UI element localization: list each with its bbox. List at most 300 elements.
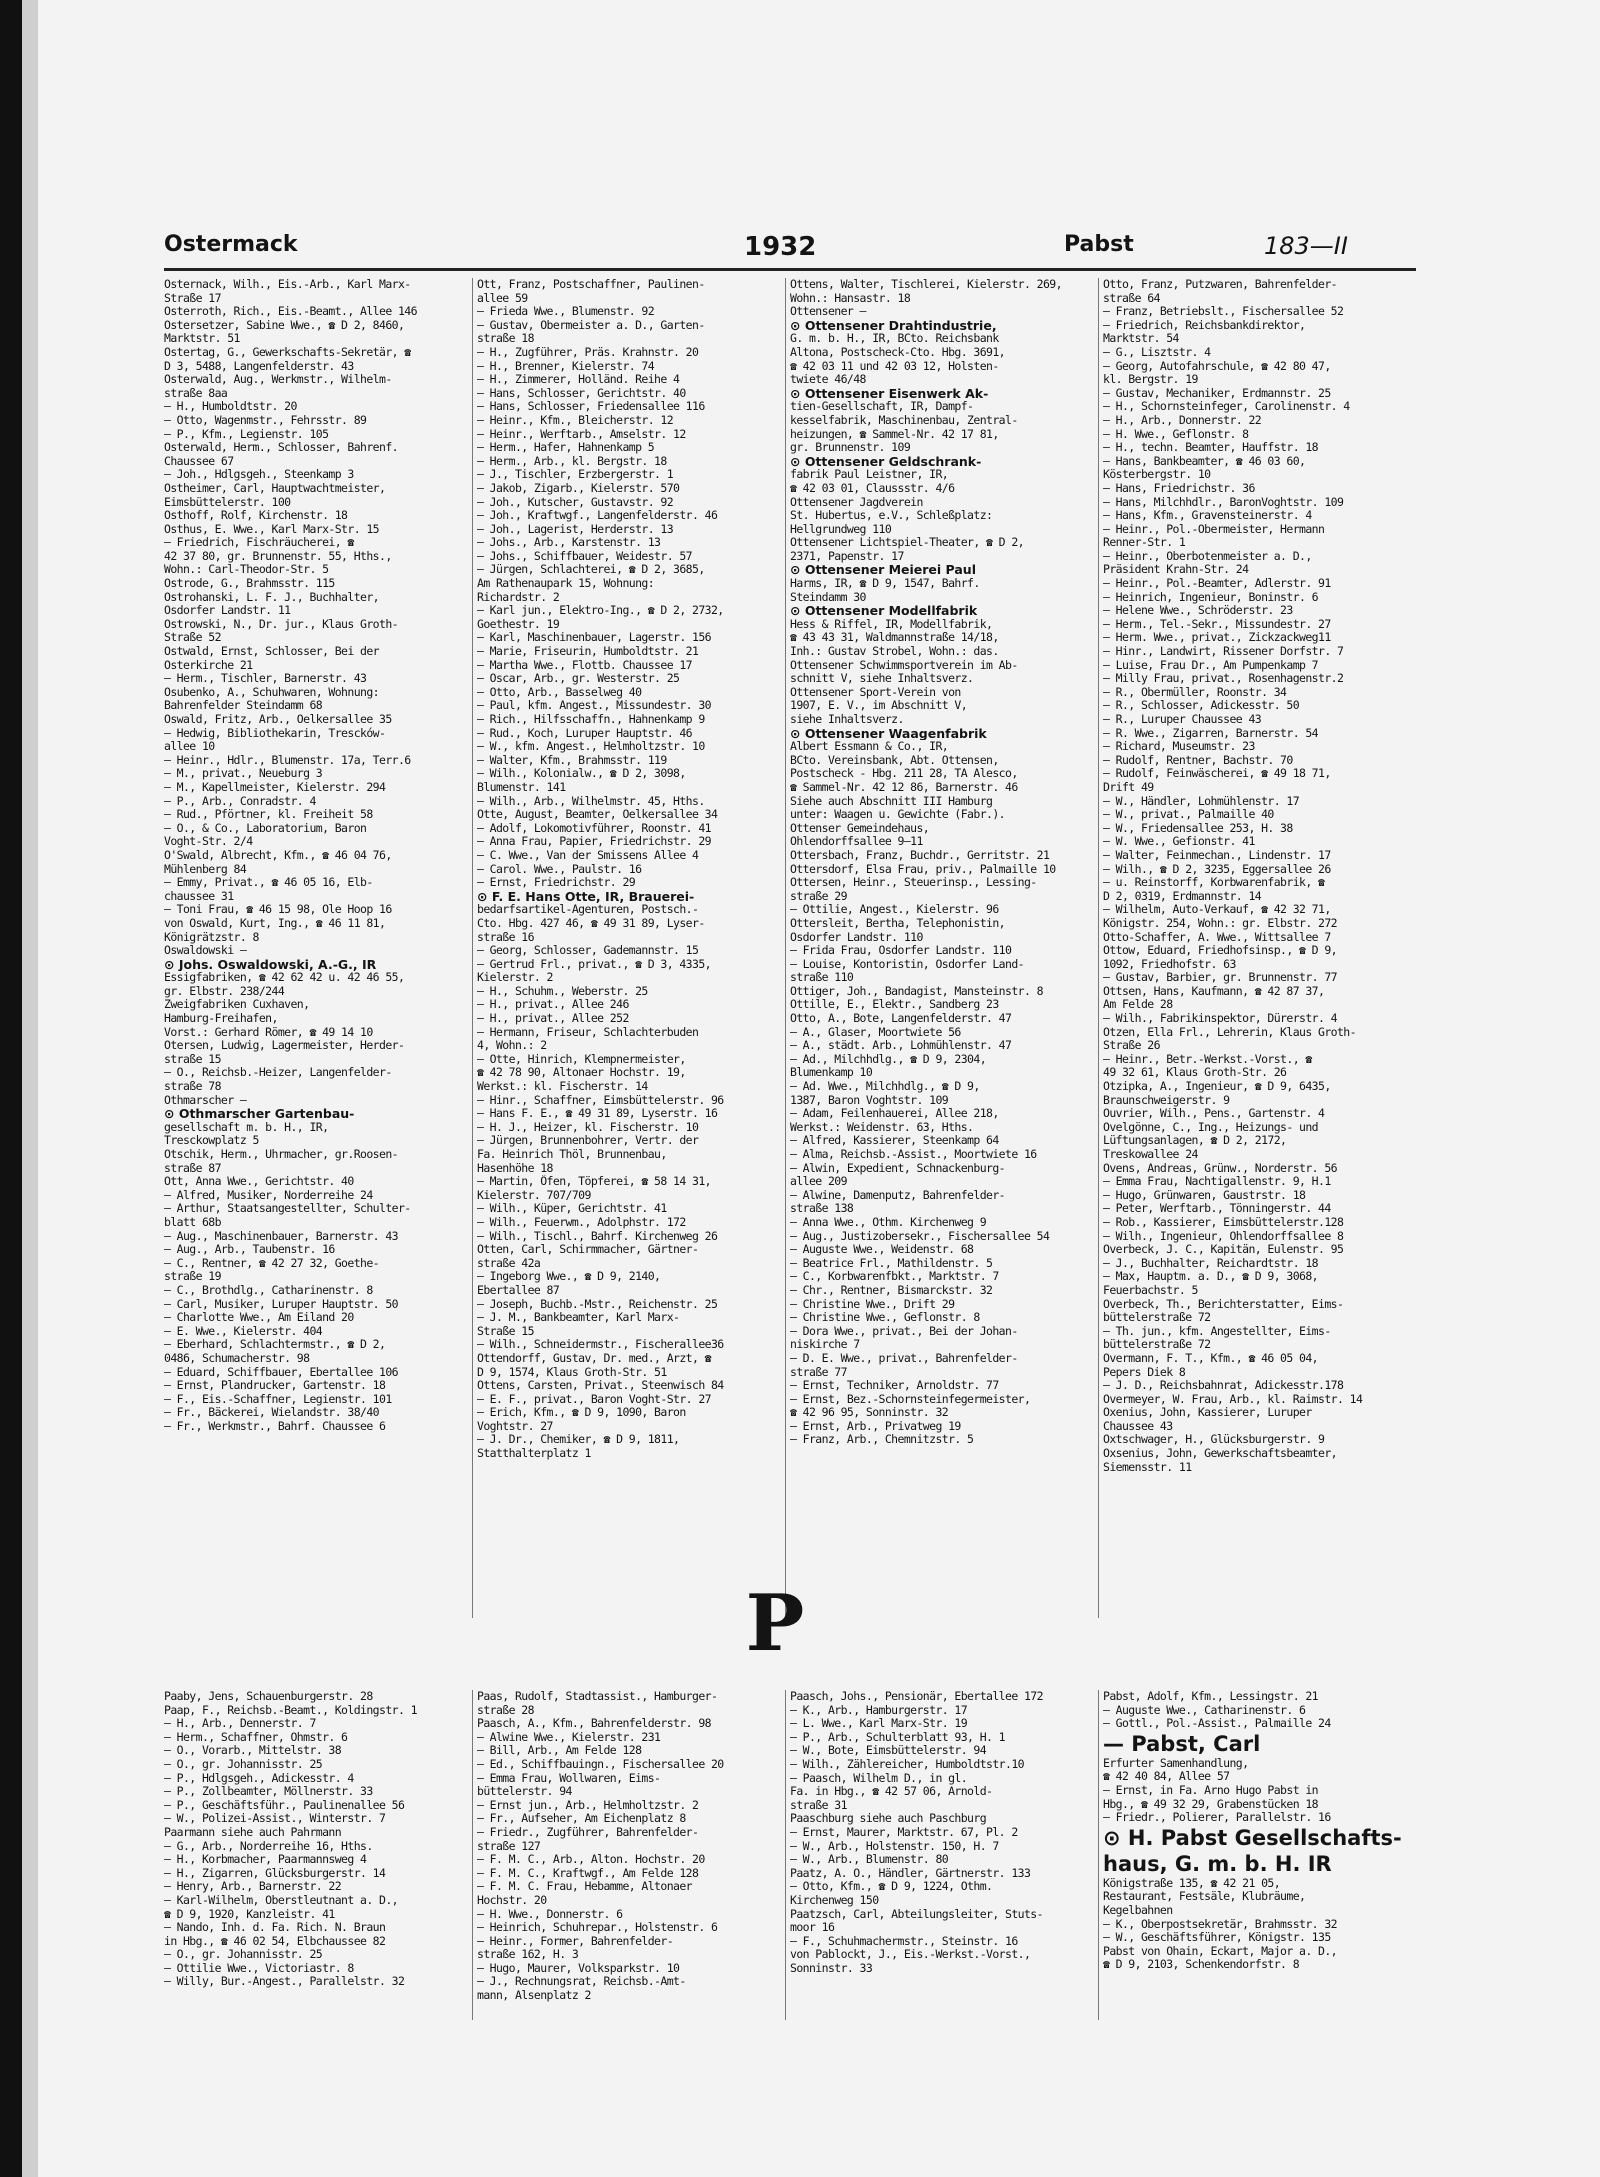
directory-entry-line: mann, Alsenplatz 2 — [477, 1989, 591, 2003]
directory-entry-line: Osterroth, Rich., Eis.-Beamt., Allee 146 — [164, 305, 417, 319]
directory-entry-line: — J., Tischler, Erzbergerstr. 1 — [477, 468, 674, 482]
directory-entry-line: — Fr., Werkmstr., Bahrf. Chaussee 6 — [164, 1419, 386, 1433]
directory-entry-line: allee 59 — [477, 291, 528, 305]
directory-entry-line: straße 162, H. 3 — [477, 1948, 579, 1962]
directory-entry-line: — H., Zigarren, Glücksburgerstr. 14 — [164, 1866, 386, 1880]
directory-entry-line: — Aug., Justizobersekr., Fischersallee 54 — [790, 1229, 1050, 1243]
directory-entry-line: — Rich., Hilfsschaffn., Hahnenkamp 9 — [477, 713, 705, 726]
directory-entry-line: — Wilh., Feuerwm., Adolphstr. 172 — [477, 1215, 686, 1229]
directory-entry-line: büttelerstraße 72 — [1103, 1338, 1211, 1352]
directory-entry-line: Am Rathenaupark 15, Wohnung: — [477, 577, 655, 591]
directory-entry-line: — Franz, Arb., Chemnitzstr. 5 — [790, 1433, 974, 1447]
header-left-keyword: Ostermack — [164, 232, 298, 257]
directory-entry-line: — Otto, Wagenmstr., Fehrsstr. 89 — [164, 413, 367, 427]
directory-entry-line: — E. Wwe., Kielerstr. 404 — [164, 1324, 323, 1338]
directory-entry-line: — Aug., Arb., Taubenstr. 16 — [164, 1243, 335, 1257]
directory-entry-line: — Hans, Milchhdlr., BaronVoghtstr. 109 — [1103, 495, 1344, 509]
directory-entry-line: — Alwine, Damenputz, Bahrenfelder- — [790, 1188, 1006, 1202]
directory-entry-line: Oswald, Fritz, Arb., Oelkersallee 35 — [164, 713, 392, 726]
directory-entry-line: — O., & Co., Laboratorium, Baron — [164, 821, 367, 835]
directory-entry-line: — Friedrich, Reichsbankdirektor, — [1103, 318, 1306, 332]
directory-entry-line: straße 78 — [164, 1080, 221, 1094]
directory-entry-line: ⊙ Ottensener Eisenwerk Ak- — [790, 386, 989, 401]
directory-entry-line: gr. Elbstr. 238/244 — [164, 984, 285, 998]
directory-entry-line: ⊙ Ottensener Drahtindustrie, — [790, 318, 997, 333]
directory-entry-line: Ottensener Lichtspiel-Theater, ☎ D 2, — [790, 536, 1024, 550]
directory-entry-line: Am Felde 28 — [1103, 998, 1173, 1012]
directory-entry-line: allee 209 — [790, 1175, 847, 1189]
directory-entry-line: — Wilh., ☎ D 2, 3235, Eggersallee 26 — [1103, 862, 1331, 876]
directory-entry-line: — u. Reinstorff, Korbwarenfabrik, ☎ — [1103, 876, 1325, 890]
directory-entry-line: — Arthur, Staatsangestellter, Schulter- — [164, 1202, 411, 1216]
directory-entry-line: — Hugo, Maurer, Volksparkstr. 10 — [477, 1961, 680, 1975]
directory-entry-line: — W., Bote, Eimsbüttelerstr. 94 — [790, 1744, 987, 1758]
directory-entry-line: Postscheck - Hbg. 211 28, TA Alesco, — [790, 767, 1018, 781]
directory-entry-line: ☎ 43 43 31, Waldmannstraße 14/18, — [790, 631, 999, 645]
p-column-4 — [1103, 1690, 1405, 1972]
directory-entry-line: — Heinrich, Schuhrepar., Holstenstr. 6 — [477, 1921, 718, 1935]
directory-entry-line: — F. M. C., Kraftwgf., Am Felde 128 — [477, 1866, 699, 1880]
directory-entry-line: ☎ 42 03 01, Claussstr. 4/6 — [790, 481, 955, 495]
directory-entry-line: — Hans F. E., ☎ 49 31 89, Lyserstr. 16 — [477, 1107, 718, 1121]
directory-entry-line: — Rud., Pförtner, kl. Freiheit 58 — [164, 808, 373, 822]
directory-entry-line: — Ingeborg Wwe., ☎ D 9, 2140, — [477, 1270, 661, 1284]
directory-entry-line: — D. E. Wwe., privat., Bahrenfelder- — [790, 1351, 1018, 1365]
directory-entry-line: — W., Polizei-Assist., Winterstr. 7 — [164, 1812, 386, 1826]
directory-entry-line: — H., Schuhm., Weberstr. 25 — [477, 984, 648, 998]
directory-entry-line: — Wilh., Zählereicher, Humboldtstr.10 — [790, 1757, 1024, 1771]
directory-entry-line: — A., Glaser, Moortwiete 56 — [790, 1025, 961, 1039]
directory-entry-line: Paatz, A. O., Händler, Gärtnerstr. 133 — [790, 1866, 1031, 1880]
directory-entry-line: — P., Zollbeamter, Möllnerstr. 33 — [164, 1785, 373, 1799]
directory-entry-line: — Alfred, Kassierer, Steenkamp 64 — [790, 1134, 999, 1148]
directory-entry-line: ⊙ F. E. Hans Otte, IR, Brauerei- — [477, 889, 695, 904]
column-divider — [472, 1690, 473, 2020]
directory-entry-line: Ottensener Schwimmsportverein im Ab- — [790, 658, 1018, 672]
directory-entry-line: Werkst.: kl. Fischerstr. 14 — [477, 1080, 648, 1094]
directory-entry-line: Straße 15 — [477, 1324, 534, 1338]
directory-entry-line: — Emmy, Privat., ☎ 46 05 16, Elb- — [164, 876, 373, 890]
directory-entry-line: straße 16 — [477, 930, 534, 944]
directory-entry-line: Hellgrundweg 110 — [790, 522, 892, 536]
directory-entry-line: — Ernst, Techniker, Arnoldstr. 77 — [790, 1379, 999, 1393]
directory-entry-line: — H., privat., Allee 246 — [477, 998, 629, 1012]
directory-entry-line: — Adolf, Lokomotivführer, Roonstr. 41 — [477, 821, 711, 835]
directory-entry-line: Ottersleit, Bertha, Telephonistin, — [790, 916, 1006, 930]
directory-entry-line: Fa. Heinrich Thöl, Brunnenbau, — [477, 1148, 667, 1161]
directory-entry-line: — Heinr., Werftarb., Amselstr. 12 — [477, 427, 686, 441]
directory-entry-line: — Hermann, Friseur, Schlachterbuden — [477, 1025, 699, 1039]
directory-entry-line: — Otto, Kfm., ☎ D 9, 1224, Othm. — [790, 1880, 993, 1894]
directory-entry-line: Ottersbach, Franz, Buchdr., Gerritstr. 21 — [790, 848, 1050, 862]
directory-entry-line: kl. Bergstr. 19 — [1103, 373, 1198, 387]
directory-entry-line: — C. Wwe., Van der Smissens Allee 4 — [477, 848, 699, 862]
directory-entry-line: — Paul, kfm. Angest., Missundestr. 30 — [477, 699, 711, 713]
directory-entry-line: — Heinr., Oberbotenmeister a. D., — [1103, 549, 1312, 563]
directory-entry-line: Ottensener Sport-Verein von — [790, 685, 961, 699]
directory-entry-line: Ottow, Eduard, Friedhofsinsp., ☎ D 9, — [1103, 944, 1337, 958]
directory-entry-line: Braunschweigerstr. 9 — [1103, 1093, 1230, 1107]
directory-entry-line: — Gottl., Pol.-Assist., Palmaille 24 — [1103, 1717, 1331, 1731]
directory-entry-line: niskirche 7 — [790, 1338, 860, 1352]
directory-entry-line: — Wilh., Tischl., Bahrf. Kirchenweg 26 — [477, 1229, 718, 1243]
directory-entry-line: — Gustav, Mechaniker, Erdmannstr. 25 — [1103, 386, 1331, 400]
directory-entry-line: — Carl, Musiker, Luruper Hauptstr. 50 — [164, 1297, 398, 1311]
directory-entry-line: Othmarscher — — [164, 1093, 247, 1107]
directory-entry-line: kesselfabrik, Maschinenbau, Zentral- — [790, 413, 1018, 427]
directory-entry-line: — Anna Wwe., Othm. Kirchenweg 9 — [790, 1215, 987, 1229]
directory-entry-line: — Wilh., Küper, Gerichtstr. 41 — [477, 1202, 667, 1216]
directory-entry-line: — W. Wwe., Gefionstr. 41 — [1103, 835, 1255, 849]
directory-entry-line: Ott, Franz, Postschaffner, Paulinen- — [477, 278, 705, 291]
directory-entry-line: — Carol. Wwe., Paulstr. 16 — [477, 862, 642, 876]
directory-entry-line: Lüftungsanlagen, ☎ D 2, 2172, — [1103, 1134, 1287, 1148]
directory-entry-line: — Georg, Schlosser, Gademannstr. 15 — [477, 944, 699, 958]
directory-entry-line: Hochstr. 20 — [477, 1893, 547, 1907]
p-section-columns — [164, 1690, 1416, 2020]
directory-entry-line: Erfurter Samenhandlung, — [1103, 1756, 1249, 1770]
directory-entry-line: Otto, Franz, Putzwaren, Bahrenfelder- — [1103, 278, 1337, 291]
directory-entry-line: Osternack, Wilh., Eis.-Arb., Karl Marx- — [164, 278, 411, 291]
directory-entry-line: Altona, Postscheck-Cto. Hbg. 3691, — [790, 345, 1006, 359]
directory-entry-line: ⊙ H. Pabst Gesellschafts- — [1103, 1825, 1402, 1850]
directory-entry-line: — H., Zimmerer, Holländ. Reihe 4 — [477, 373, 680, 387]
directory-entry-line: — W., privat., Palmaille 40 — [1103, 808, 1274, 822]
directory-entry-line: — Paasch, Wilhelm D., in gl. — [790, 1771, 968, 1785]
page-number: 183—II — [1264, 232, 1348, 260]
directory-entry-line: Ostheimer, Carl, Hauptwachtmeister, — [164, 481, 386, 495]
directory-entry-line: 1387, Baron Voghtstr. 109 — [790, 1093, 949, 1107]
directory-entry-line: Paas, Rudolf, Stadtassist., Hamburger- — [477, 1690, 718, 1703]
directory-entry-line: Restaurant, Festsäle, Klubräume, — [1103, 1890, 1306, 1904]
directory-entry-line: St. Hubertus, e.V., Schleßplatz: — [790, 509, 993, 523]
directory-entry-line: tien-Gesellschaft, IR, Dampf- — [790, 400, 974, 414]
directory-entry-line: — Luise, Frau Dr., Am Pumpenkamp 7 — [1103, 658, 1319, 672]
binding-shadow — [22, 0, 38, 2177]
directory-entry-line: — H., techn. Beamter, Hauffstr. 18 — [1103, 441, 1319, 455]
directory-entry-line: Ostwald, Ernst, Schlosser, Bei der — [164, 645, 380, 659]
section-letter: P — [745, 1578, 805, 1669]
directory-entry-line: — Max, Hauptm. a. D., ☎ D 9, 3068, — [1103, 1270, 1319, 1284]
directory-entry-line: Oxsenius, John, Gewerkschaftsbeamter, — [1103, 1447, 1337, 1461]
directory-entry-line: — Dora Wwe., privat., Bei der Johan- — [790, 1324, 1018, 1338]
directory-entry-line: — Johs., Schiffbauer, Weidestr. 57 — [477, 549, 693, 563]
directory-entry-line: Paap, F., Reichsb.-Beamt., Koldingstr. 1 — [164, 1703, 417, 1717]
directory-entry-line: Ouvrier, Wilh., Pens., Gartenstr. 4 — [1103, 1107, 1325, 1121]
directory-entry-line: — H. Wwe., Geflonstr. 8 — [1103, 427, 1249, 441]
directory-entry-line: — Frida Frau, Osdorfer Landstr. 110 — [790, 944, 1012, 958]
directory-entry-line: Straße 26 — [1103, 1039, 1160, 1053]
directory-entry-line: — P., Arb., Schulterblatt 93, H. 1 — [790, 1730, 1006, 1744]
directory-entry-line: — E. F., privat., Baron Voght-Str. 27 — [477, 1392, 711, 1406]
directory-entry-line: straße 138 — [790, 1202, 854, 1216]
directory-entry-line: Ottille, E., Elektr., Sandberg 23 — [790, 998, 999, 1012]
directory-entry-line: — Wilh., Fabrikinspektor, Dürerstr. 4 — [1103, 1012, 1337, 1026]
directory-entry-line: — Wilh., Arb., Wilhelmstr. 45, Hths. — [477, 794, 705, 808]
directory-entry-line: — Hedwig, Bibliothekarin, Trescków- — [164, 726, 386, 740]
directory-entry-line: Ott, Anna Wwe., Gerichtstr. 40 — [164, 1175, 354, 1189]
directory-entry-line: straße 15 — [164, 1052, 221, 1066]
directory-entry-line: 0486, Schumacherstr. 98 — [164, 1351, 310, 1365]
directory-entry-line: — Herm., Schaffner, Ohmstr. 6 — [164, 1730, 348, 1744]
directory-entry-line: G. m. b. H., IR, BCto. Reichsbank — [790, 332, 999, 346]
directory-entry-line: Harms, IR, ☎ D 9, 1547, Bahrf. — [790, 577, 980, 591]
directory-entry-line: straße 8aa — [164, 386, 228, 400]
directory-entry-line: siehe Inhaltsverz. — [790, 713, 904, 726]
directory-entry-line: — Georg, Autofahrschule, ☎ 42 80 47, — [1103, 359, 1331, 373]
directory-entry-line: Pepers Diek 8 — [1103, 1365, 1186, 1379]
column-4 — [1103, 278, 1405, 1474]
directory-entry-line: — H. J., Heizer, kl. Fischerstr. 10 — [477, 1120, 699, 1134]
directory-entry-line: Osterkirche 21 — [164, 658, 253, 672]
directory-entry-line: — Herm., Tel.-Sekr., Missundestr. 27 — [1103, 617, 1331, 631]
directory-entry-line: Osthoff, Rolf, Kirchenstr. 18 — [164, 509, 348, 523]
directory-entry-line: Kielerstr. 707/709 — [477, 1188, 591, 1202]
directory-entry-line: — O., gr. Johannisstr. 25 — [164, 1948, 323, 1962]
directory-entry-line: Zweigfabriken Cuxhaven, — [164, 998, 310, 1012]
directory-entry-line: — J. D., Reichsbahnrat, Adickesstr.178 — [1103, 1379, 1344, 1393]
directory-entry-line: Wohn.: Hansastr. 18 — [790, 291, 911, 305]
directory-entry-line: D 9, 1574, Klaus Groth-Str. 51 — [477, 1365, 667, 1379]
directory-entry-line: straße 64 — [1103, 291, 1160, 305]
directory-entry-line: Otzipka, A., Ingenieur, ☎ D 9, 6435, — [1103, 1080, 1331, 1094]
directory-entry-line: Tresckowplatz 5 — [164, 1134, 259, 1148]
directory-entry-line: Otzen, Ella Frl., Lehrerin, Klaus Groth- — [1103, 1025, 1356, 1039]
directory-entry-line: — L. Wwe., Karl Marx-Str. 19 — [790, 1717, 968, 1731]
directory-entry-line: — Th. jun., kfm. Angestellter, Eims- — [1103, 1324, 1331, 1338]
directory-entry-line: — Peter, Werftarb., Tönningerstr. 44 — [1103, 1202, 1331, 1216]
directory-entry-line: Ostertag, G., Gewerkschafts-Sekretär, ☎ — [164, 345, 411, 359]
directory-entry-line: — Johs., Arb., Karstenstr. 13 — [477, 536, 661, 550]
directory-entry-line: — P., Geschäftsführ., Paulinenallee 56 — [164, 1798, 405, 1812]
directory-entry-line: — Richard, Museumstr. 23 — [1103, 740, 1255, 754]
directory-entry-line: — F., Schuhmachermstr., Steinstr. 16 — [790, 1934, 1018, 1948]
directory-entry-line: Siehe auch Abschnitt III Hamburg — [790, 794, 993, 808]
p-column-1 — [164, 1690, 466, 1989]
column-1 — [164, 278, 466, 1433]
directory-entry-line: Ottendorff, Gustav, Dr. med., Arzt, ☎ — [477, 1351, 711, 1365]
directory-entry-line: — Pabst, Carl — [1103, 1731, 1261, 1756]
directory-entry-line: Mühlenberg 84 — [164, 862, 247, 876]
directory-entry-line: Siemensstr. 11 — [1103, 1460, 1192, 1474]
header-rule — [164, 268, 1416, 271]
directory-entry-line: — Anna Frau, Papier, Friedrichstr. 29 — [477, 835, 711, 849]
binding-edge — [0, 0, 22, 2177]
column-divider — [1098, 1690, 1099, 2020]
directory-entry-line: — Chr., Rentner, Bismarckstr. 32 — [790, 1283, 993, 1297]
directory-entry-line: gr. Brunnenstr. 109 — [790, 441, 911, 455]
directory-entry-line: Overbeck, J. C., Kapitän, Eulenstr. 95 — [1103, 1243, 1344, 1257]
directory-entry-line: — M., Kapellmeister, Kielerstr. 294 — [164, 780, 386, 794]
directory-entry-line: — Toni Frau, ☎ 46 15 98, Ole Hoop 16 — [164, 903, 392, 917]
directory-entry-line: straße 18 — [477, 332, 534, 346]
directory-entry-line: — H., Brenner, Kielerstr. 74 — [477, 359, 655, 373]
directory-entry-line: — Heinr., Hdlr., Blumenstr. 17a, Terr.6 — [164, 753, 411, 767]
directory-entry-line: — Jürgen, Brunnenbohrer, Vertr. der — [477, 1134, 699, 1148]
directory-entry-line: heizungen, ☎ Sammel-Nr. 42 17 81, — [790, 427, 999, 441]
directory-entry-line: 42 37 80, gr. Brunnenstr. 55, Hths., — [164, 549, 392, 563]
directory-entry-line: Chaussee 43 — [1103, 1419, 1173, 1433]
directory-entry-line: Inh.: Gustav Strobel, Wohn.: das. — [790, 645, 999, 659]
directory-entry-line: straße 19 — [164, 1270, 221, 1284]
directory-entry-line: blatt 68b — [164, 1215, 221, 1229]
directory-entry-line: Ovens, Andreas, Grünw., Norderstr. 56 — [1103, 1161, 1337, 1175]
directory-entry-line: — Auguste Wwe., Catharinenstr. 6 — [1103, 1703, 1306, 1717]
directory-entry-line: Ebertallee 87 — [477, 1283, 560, 1297]
directory-entry-line: 49 32 61, Klaus Groth-Str. 26 — [1103, 1066, 1287, 1080]
directory-entry-line: — Hans, Kfm., Gravensteinerstr. 4 — [1103, 509, 1312, 523]
directory-entry-line: — Martin, Öfen, Töpferei, ☎ 58 14 31, — [477, 1175, 711, 1189]
directory-entry-line: — Ernst, Maurer, Marktstr. 67, Pl. 2 — [790, 1825, 1018, 1839]
directory-entry-line: Pabst, Adolf, Kfm., Lessingstr. 21 — [1103, 1690, 1319, 1703]
directory-entry-line: — J. M., Bankbeamter, Karl Marx- — [477, 1311, 680, 1325]
directory-entry-line: — Beatrice Frl., Mathildenstr. 5 — [790, 1256, 993, 1270]
directory-entry-line: — P., Arb., Conradstr. 4 — [164, 794, 316, 808]
directory-entry-line: — M., privat., Neueburg 3 — [164, 767, 323, 781]
directory-entry-line: — W., Geschäftsführer, Königstr. 135 — [1103, 1931, 1331, 1945]
directory-entry-line: — Rudolf, Feinwäscherei, ☎ 49 18 71, — [1103, 767, 1331, 781]
directory-entry-line: Oxenius, John, Kassierer, Luruper — [1103, 1406, 1312, 1420]
directory-entry-line: — G., Arb., Norderreihe 16, Hths. — [164, 1839, 373, 1853]
directory-entry-line: — Friedr., Zugführer, Bahrenfelder- — [477, 1825, 699, 1839]
directory-entry-line: Steindamm 30 — [790, 590, 866, 604]
directory-entry-line: — Milly Frau, privat., Rosenhagenstr.2 — [1103, 672, 1344, 686]
directory-entry-line: ☎ D 9, 2103, Schenkendorfstr. 8 — [1103, 1958, 1300, 1972]
directory-entry-line: — Fr., Bäckerei, Wielandstr. 38/40 — [164, 1406, 380, 1420]
directory-entry-line: — Emma Frau, Nachtigallenstr. 9, H.1 — [1103, 1175, 1331, 1189]
directory-entry-line: Otten, Carl, Schirmmacher, Gärtner- — [477, 1243, 699, 1257]
directory-entry-line: — Erich, Kfm., ☎ D 9, 1090, Baron — [477, 1406, 686, 1420]
directory-entry-line: O'Swald, Albrecht, Kfm., ☎ 46 04 76, — [164, 848, 392, 862]
directory-entry-line: 4, Wohn.: 2 — [477, 1039, 547, 1053]
directory-entry-line: — Marie, Friseurin, Humboldtstr. 21 — [477, 645, 699, 659]
directory-entry-line: Statthalterplatz 1 — [477, 1447, 591, 1461]
directory-entry-line: Ottersen, Heinr., Steuerinsp., Lessing- — [790, 876, 1037, 890]
directory-entry-line: — Wilh., Schneidermstr., Fischerallee36 — [477, 1338, 724, 1352]
directory-entry-line: — C., Rentner, ☎ 42 27 32, Goethe- — [164, 1256, 380, 1270]
directory-entry-line: Ostrowski, N., Dr. jur., Klaus Groth- — [164, 617, 398, 631]
directory-entry-line: — F. M. C. Frau, Hebamme, Altonaer — [477, 1880, 693, 1894]
directory-entry-line: — Alwine Wwe., Kielerstr. 231 — [477, 1730, 661, 1744]
directory-entry-line: — H., Korbmacher, Paarmannsweg 4 — [164, 1853, 367, 1867]
directory-entry-line: — W., Friedensallee 253, H. 38 — [1103, 821, 1293, 835]
directory-entry-line: straße 127 — [477, 1839, 541, 1853]
directory-entry-line: — Bill, Arb., Am Felde 128 — [477, 1744, 642, 1758]
directory-entry-line: Werkst.: Weidenstr. 63, Hths. — [790, 1120, 974, 1134]
directory-entry-line: Königstr. 254, Wohn.: gr. Elbstr. 272 — [1103, 916, 1337, 930]
directory-entry-line: — O., Reichsb.-Heizer, Langenfelder- — [164, 1066, 392, 1080]
directory-entry-line: — Karl-Wilhelm, Oberstleutnant a. D., — [164, 1893, 398, 1907]
directory-entry-line: — Joh., Lagerist, Herderstr. 13 — [477, 522, 674, 536]
directory-entry-line: — R., Obermüller, Roonstr. 34 — [1103, 685, 1287, 699]
directory-entry-line: gesellschaft m. b. H., IR, — [164, 1120, 329, 1134]
directory-entry-line: — Franz, Betriebslt., Fischersallee 52 — [1103, 305, 1344, 319]
directory-entry-line: Blumenstr. 141 — [477, 780, 566, 794]
directory-entry-line: — Aug., Maschinenbauer, Barnerstr. 43 — [164, 1229, 398, 1243]
directory-entry-line: fabrik Paul Leistner, IR, — [790, 468, 949, 482]
directory-entry-line: — Gertrud Frl., privat., ☎ D 3, 4335, — [477, 957, 711, 971]
directory-entry-line: — Christine Wwe., Drift 29 — [790, 1297, 955, 1311]
directory-entry-line: — Friedr., Polierer, Parallelstr. 16 — [1103, 1811, 1331, 1825]
directory-entry-line: Straße 17 — [164, 291, 221, 305]
directory-entry-line: Ottersdorf, Elsa Frau, priv., Palmaille 10 — [790, 862, 1056, 876]
directory-entry-line: Fa. in Hbg., ☎ 42 57 06, Arnold- — [790, 1785, 993, 1799]
directory-entry-line: Königrätzstr. 8 — [164, 930, 259, 944]
directory-entry-line: Kegelbahnen — [1103, 1903, 1173, 1917]
directory-entry-line: — R., Luruper Chaussee 43 — [1103, 713, 1262, 726]
directory-entry-line: Treskowallee 24 — [1103, 1148, 1198, 1161]
directory-entry-line: — Oscar, Arb., gr. Westerstr. 25 — [477, 672, 680, 686]
directory-entry-line: — Heinr., Pol.-Beamter, Adlerstr. 91 — [1103, 577, 1331, 591]
directory-entry-line: twiete 46/48 — [790, 373, 866, 387]
directory-entry-line: Overbeck, Th., Berichterstatter, Eims- — [1103, 1297, 1344, 1311]
directory-entry-line: — Henry, Arb., Barnerstr. 22 — [164, 1880, 342, 1894]
directory-entry-line: ⊙ Johs. Oswaldowski, A.-G., IR — [164, 957, 377, 972]
directory-entry-line: Marktstr. 51 — [164, 332, 240, 346]
directory-entry-line: — Willy, Bur.-Angest., Parallelstr. 32 — [164, 1975, 405, 1989]
directory-entry-line: straße 77 — [790, 1365, 847, 1379]
directory-entry-line: Oxtschwager, H., Glücksburgerstr. 9 — [1103, 1433, 1325, 1447]
directory-entry-line: Albert Essmann & Co., IR, — [790, 740, 949, 754]
directory-entry-line: — H., Zugführer, Präs. Krahnstr. 20 — [477, 345, 699, 359]
directory-entry-line: Ottensener — — [790, 305, 866, 319]
directory-entry-line: — Friedrich, Fischräucherei, ☎ — [164, 536, 354, 550]
directory-entry-line: — W., kfm. Angest., Helmholtzstr. 10 — [477, 740, 705, 754]
directory-entry-line: Pabst von Ohain, Eckart, Major a. D., — [1103, 1944, 1337, 1958]
directory-entry-line: — Gustav, Obermeister a. D., Garten- — [477, 318, 705, 332]
directory-entry-line: ☎ Sammel-Nr. 42 12 86, Barnerstr. 46 — [790, 780, 1018, 794]
directory-entry-line: Goethestr. 19 — [477, 617, 560, 631]
directory-entry-line: Cto. Hbg. 427 46, ☎ 49 31 89, Lyser- — [477, 916, 705, 930]
directory-entry-line: D 3, 5488, Langenfelderstr. 43 — [164, 359, 354, 373]
directory-entry-line: Ottiger, Joh., Bandagist, Mansteinstr. 8 — [790, 984, 1043, 998]
directory-entry-line: 1907, E. V., im Abschnitt V, — [790, 699, 968, 713]
directory-entry-line: ⊙ Ottensener Meierei Paul — [790, 563, 976, 578]
directory-entry-line: — Ad. Wwe., Milchhdlg., ☎ D 9, — [790, 1080, 980, 1094]
directory-entry-line: Osthus, E. Wwe., Karl Marx-Str. 15 — [164, 522, 380, 536]
directory-entry-line: Overmann, F. T., Kfm., ☎ 46 05 04, — [1103, 1351, 1319, 1365]
directory-entry-line: Ostrohanski, L. F. J., Buchhalter, — [164, 590, 380, 604]
directory-entry-line: Paaschburg siehe auch Paschburg — [790, 1812, 987, 1826]
directory-entry-line: Kielerstr. 2 — [477, 971, 553, 985]
directory-entry-line: Königstraße 135, ☎ 42 21 05, — [1103, 1876, 1281, 1890]
directory-entry-line: — Walter, Feinmechan., Lindenstr. 17 — [1103, 848, 1331, 862]
directory-entry-line: — Frieda Wwe., Blumenstr. 92 — [477, 305, 655, 319]
directory-entry-line: — Auguste Wwe., Weidenstr. 68 — [790, 1243, 974, 1257]
directory-entry-line: Richardstr. 2 — [477, 590, 560, 604]
directory-entry-line: — Jürgen, Schlachterei, ☎ D 2, 3685, — [477, 563, 705, 577]
directory-entry-line: — Otte, Hinrich, Klempnermeister, — [477, 1052, 686, 1066]
directory-entry-line: Bahrenfelder Steindamm 68 — [164, 699, 323, 713]
directory-entry-line: moor 16 — [790, 1921, 835, 1935]
directory-entry-line: Ostersetzer, Sabine Wwe., ☎ D 2, 8460, — [164, 318, 405, 332]
directory-entry-line: — H., privat., Allee 252 — [477, 1012, 629, 1026]
directory-entry-line: — Herm., Arb., kl. Bergstr. 18 — [477, 454, 667, 468]
directory-entry-line: chaussee 31 — [164, 889, 234, 903]
column-divider — [785, 278, 786, 1618]
column-divider — [472, 278, 473, 1618]
directory-entry-line: — C., Brothdlg., Catharinenstr. 8 — [164, 1283, 373, 1297]
directory-entry-line: — J., Buchhalter, Reichardtstr. 18 — [1103, 1256, 1319, 1270]
directory-entry-line: — Heinr., Former, Bahrenfelder- — [477, 1934, 674, 1948]
directory-entry-line: — Ernst, Plandrucker, Gartenstr. 18 — [164, 1379, 386, 1393]
directory-entry-line: — F., Eis.-Schaffner, Legienstr. 101 — [164, 1392, 392, 1406]
directory-entry-line: Kösterbergstr. 10 — [1103, 468, 1211, 482]
directory-entry-line: — H., Arb., Dennerstr. 7 — [164, 1717, 316, 1731]
directory-entry-line: straße 87 — [164, 1161, 221, 1175]
directory-entry-line: — W., Arb., Blumenstr. 80 — [790, 1853, 949, 1867]
directory-entry-line: — Herm., Hafer, Hahnenkamp 5 — [477, 441, 655, 455]
